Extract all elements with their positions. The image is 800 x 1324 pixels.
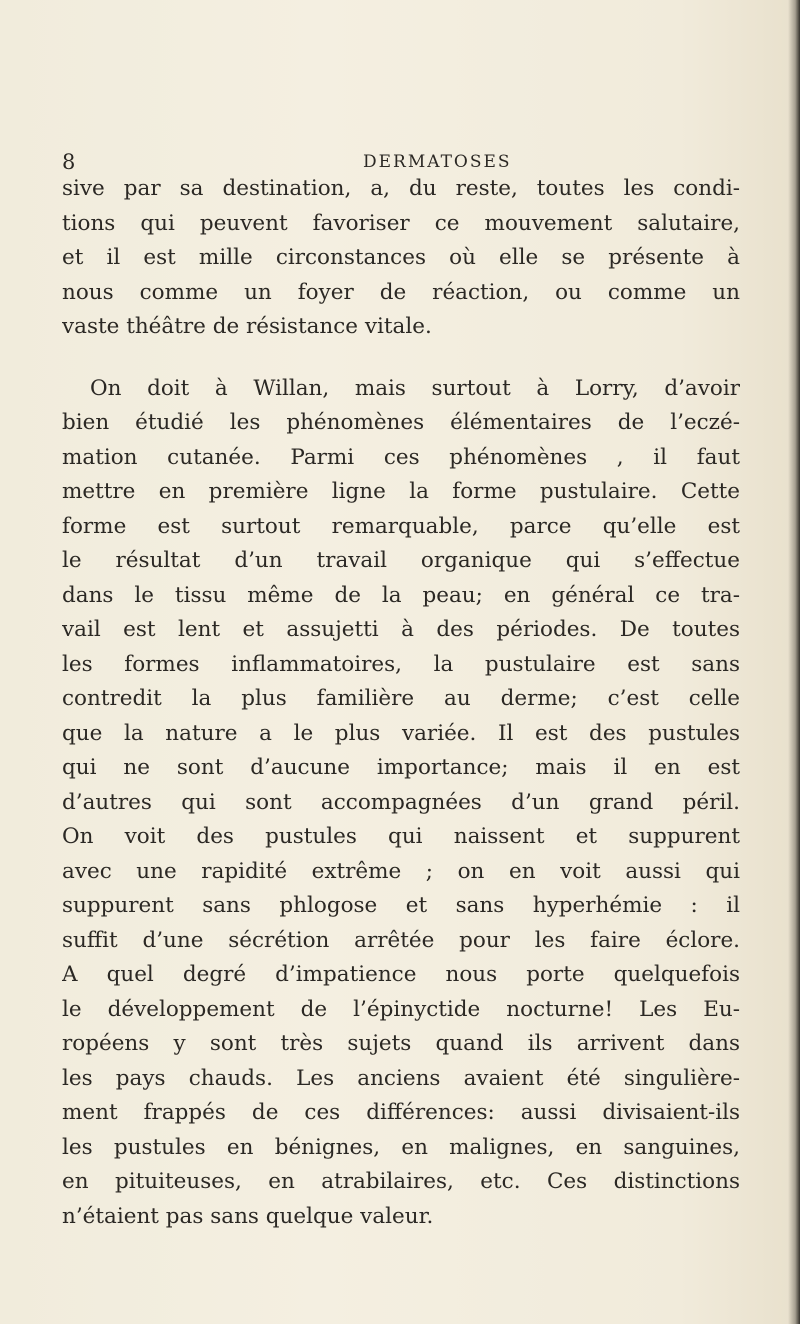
text-line: le résultat d’un travail organique qui s’effectue: [62, 548, 740, 573]
text-line: les pays chauds. Les anciens avaient été singulière-: [62, 1065, 740, 1091]
text-line: les pustules en bénignes, en malignes, en sanguines,: [62, 1134, 740, 1160]
text-line: avec une rapidité extrême ; on en voit aussi qui: [62, 858, 740, 884]
text-line: contredit la plus familière au derme; c’est celle: [62, 686, 740, 711]
text-line: n’étaient pas sans quelque valeur.: [62, 1203, 434, 1229]
text-line: sive par sa destination, a, du reste, toutes les condi-: [62, 176, 740, 201]
text-line: et il est mille circonstances où elle se présente à: [62, 245, 740, 270]
running-title: DERMATOSES: [363, 152, 512, 172]
text-line: qui ne sont d’aucune importance; mais il en est: [62, 755, 740, 780]
text-line: que la nature a le plus variée. Il est des pustules: [62, 720, 740, 746]
text-line: ropéens y sont très sujets quand ils arrivent dans: [62, 1031, 740, 1056]
text-line: les formes inflammatoires, la pustulaire est sans: [62, 651, 740, 677]
page-number: 8: [62, 150, 76, 174]
text-line: On voit des pustules qui naissent et suppurent: [62, 824, 740, 849]
text-line: vaste théâtre de résistance vitale.: [62, 314, 432, 339]
text-line: bien étudié les phénomènes élémentaires de l’eczé-: [62, 410, 740, 435]
text-line: suppurent sans phlogose et sans hyperhémie : il: [62, 893, 740, 918]
text-line: On doit à Willan, mais surtout à Lorry, d’avoir: [90, 375, 740, 401]
text-line: d’autres qui sont accompagnées d’un grand péril.: [62, 789, 740, 815]
text-line: tions qui peuvent favoriser ce mouvement salutaire,: [62, 210, 740, 236]
text-line: le développement de l’épinyctide nocturne! Les Eu-: [62, 996, 740, 1022]
text-line: vail est lent et assujetti à des périodes. De toutes: [62, 617, 740, 642]
text-line: nous comme un foyer de réaction, ou comme un: [62, 279, 740, 305]
text-line: mettre en première ligne la forme pustulaire. Cette: [62, 479, 740, 504]
text-line: dans le tissu même de la peau; en général ce tra-: [62, 582, 740, 608]
text-line: suffit d’une sécrétion arrêtée pour les faire éclore.: [62, 927, 740, 953]
paragraph-gap: [62, 345, 740, 372]
text-line: mation cutanée. Parmi ces phénomènes , il faut: [62, 444, 740, 470]
text-line: en pituiteuses, en atrabilaires, etc. Ces distinctions: [62, 1169, 740, 1194]
body-text: [62, 172, 740, 1234]
page-edge-shadow: [788, 0, 800, 1324]
text-line: forme est surtout remarquable, parce qu’elle est: [62, 513, 740, 539]
text-line: ment frappés de ces différences: aussi divisaient-ils: [62, 1100, 740, 1125]
text-line: A quel degré d’impatience nous porte quelquefois: [62, 962, 740, 987]
